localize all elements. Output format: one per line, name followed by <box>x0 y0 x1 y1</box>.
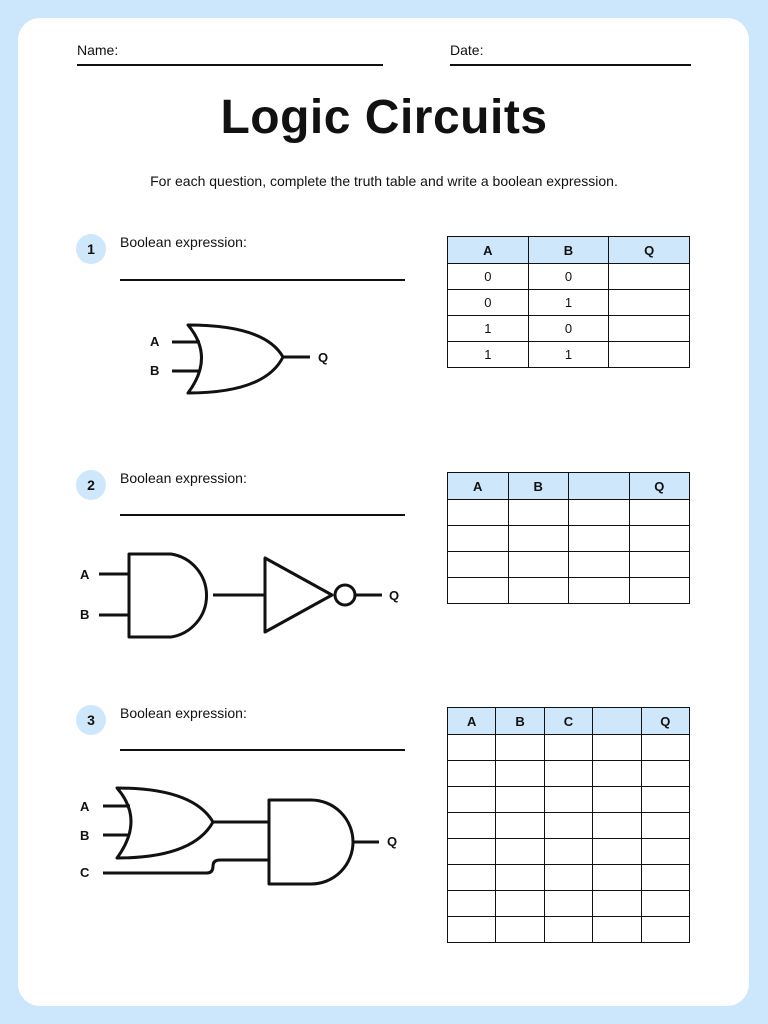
answer-cell[interactable] <box>508 500 569 526</box>
date-field[interactable] <box>450 64 691 66</box>
answer-cell[interactable] <box>448 813 496 839</box>
column-header: Q <box>609 237 690 264</box>
input-label-a: A <box>80 799 90 814</box>
answer-cell[interactable] <box>496 839 544 865</box>
answer-cell[interactable] <box>448 865 496 891</box>
table-row <box>448 839 690 865</box>
table-cell: 1 <box>528 290 609 316</box>
column-header: Q <box>629 473 690 500</box>
truth-table-3 <box>447 707 690 943</box>
answer-cell[interactable] <box>593 735 641 761</box>
name-label: Name: <box>77 42 119 58</box>
table-row <box>448 761 690 787</box>
column-header <box>593 708 641 735</box>
table-cell: 1 <box>528 342 609 368</box>
answer-cell[interactable] <box>544 813 592 839</box>
table-row <box>448 578 690 604</box>
answer-cell[interactable] <box>544 917 592 943</box>
input-label-b: B <box>150 363 160 378</box>
table-row <box>448 917 690 943</box>
answer-cell[interactable] <box>569 578 630 604</box>
table-row <box>448 316 690 342</box>
question-number-badge: 3 <box>76 705 106 735</box>
and-gate-icon <box>129 554 207 637</box>
column-header: A <box>448 708 496 735</box>
answer-cell[interactable] <box>641 865 689 891</box>
table-row <box>448 264 690 290</box>
answer-cell[interactable] <box>593 813 641 839</box>
answer-cell[interactable] <box>641 891 689 917</box>
or-and-circuit-diagram <box>75 780 415 890</box>
answer-cell[interactable] <box>544 787 592 813</box>
table-cell: 0 <box>448 264 529 290</box>
answer-cell[interactable] <box>609 316 690 342</box>
output-label-q: Q <box>389 588 400 603</box>
answer-cell[interactable] <box>593 917 641 943</box>
answer-cell[interactable] <box>641 787 689 813</box>
answer-cell[interactable] <box>508 578 569 604</box>
name-field[interactable] <box>77 64 383 66</box>
answer-cell[interactable] <box>544 891 592 917</box>
column-header: B <box>496 708 544 735</box>
answer-cell[interactable] <box>569 500 630 526</box>
answer-cell[interactable] <box>629 526 690 552</box>
answer-cell[interactable] <box>569 552 630 578</box>
expression-answer-field[interactable] <box>120 749 405 751</box>
input-label-a: A <box>80 567 90 582</box>
table-row <box>448 891 690 917</box>
answer-cell[interactable] <box>641 735 689 761</box>
answer-cell[interactable] <box>609 342 690 368</box>
table-header-row <box>448 473 690 500</box>
answer-cell[interactable] <box>593 891 641 917</box>
truth-table-1 <box>447 236 690 368</box>
input-label-c: C <box>80 865 90 880</box>
answer-cell[interactable] <box>508 552 569 578</box>
table-cell: 1 <box>448 316 529 342</box>
answer-cell[interactable] <box>641 917 689 943</box>
or-gate-icon <box>140 315 340 405</box>
table-row <box>448 342 690 368</box>
answer-cell[interactable] <box>544 865 592 891</box>
answer-cell[interactable] <box>569 526 630 552</box>
expression-label: Boolean expression: <box>120 705 247 721</box>
question-number-badge: 1 <box>76 234 106 264</box>
answer-cell[interactable] <box>593 761 641 787</box>
input-label-a: A <box>150 334 160 349</box>
question-number-badge: 2 <box>76 470 106 500</box>
table-row <box>448 787 690 813</box>
answer-cell[interactable] <box>496 917 544 943</box>
answer-cell[interactable] <box>448 500 509 526</box>
answer-cell[interactable] <box>448 761 496 787</box>
expression-answer-field[interactable] <box>120 279 405 281</box>
answer-cell[interactable] <box>609 290 690 316</box>
answer-cell[interactable] <box>593 865 641 891</box>
answer-cell[interactable] <box>544 735 592 761</box>
table-row <box>448 735 690 761</box>
answer-cell[interactable] <box>544 839 592 865</box>
column-header: B <box>528 237 609 264</box>
answer-cell[interactable] <box>593 787 641 813</box>
column-header: A <box>448 473 509 500</box>
answer-cell[interactable] <box>448 552 509 578</box>
table-cell: 0 <box>448 290 529 316</box>
column-header: Q <box>641 708 689 735</box>
not-gate-icon <box>265 558 332 632</box>
table-row <box>448 290 690 316</box>
instructions: For each question, complete the truth table and write a boolean expression. <box>150 173 618 189</box>
answer-cell[interactable] <box>448 917 496 943</box>
answer-cell[interactable] <box>593 839 641 865</box>
answer-cell[interactable] <box>629 578 690 604</box>
answer-cell[interactable] <box>496 787 544 813</box>
input-label-b: B <box>80 607 90 622</box>
column-header: B <box>508 473 569 500</box>
answer-cell[interactable] <box>496 735 544 761</box>
table-cell: 1 <box>448 342 529 368</box>
answer-cell[interactable] <box>544 761 592 787</box>
table-row <box>448 552 690 578</box>
table-cell: 0 <box>528 316 609 342</box>
and-gate-icon <box>269 800 353 884</box>
answer-cell[interactable] <box>496 865 544 891</box>
table-cell: 0 <box>528 264 609 290</box>
answer-cell[interactable] <box>448 839 496 865</box>
or-gate-icon <box>117 788 213 858</box>
answer-cell[interactable] <box>508 526 569 552</box>
answer-cell[interactable] <box>448 787 496 813</box>
expression-label: Boolean expression: <box>120 470 247 486</box>
answer-cell[interactable] <box>496 761 544 787</box>
nand-circuit-diagram <box>75 545 415 645</box>
truth-table-2 <box>447 472 690 604</box>
page-title: Logic Circuits <box>220 91 548 144</box>
answer-cell[interactable] <box>629 552 690 578</box>
table-header-row <box>448 708 690 735</box>
column-header: A <box>448 237 529 264</box>
answer-cell[interactable] <box>641 761 689 787</box>
answer-cell[interactable] <box>641 839 689 865</box>
answer-cell[interactable] <box>448 526 509 552</box>
column-header <box>569 473 630 500</box>
answer-cell[interactable] <box>641 813 689 839</box>
table-row <box>448 500 690 526</box>
column-header: C <box>544 708 592 735</box>
expression-answer-field[interactable] <box>120 514 405 516</box>
answer-cell[interactable] <box>448 578 509 604</box>
table-row <box>448 526 690 552</box>
answer-cell[interactable] <box>496 813 544 839</box>
output-label-q: Q <box>387 834 398 849</box>
answer-cell[interactable] <box>448 735 496 761</box>
output-label-q: Q <box>318 350 329 365</box>
answer-cell[interactable] <box>496 891 544 917</box>
answer-cell[interactable] <box>609 264 690 290</box>
date-label: Date: <box>450 42 484 58</box>
table-row <box>448 813 690 839</box>
table-header-row <box>448 237 690 264</box>
expression-label: Boolean expression: <box>120 234 247 250</box>
answer-cell[interactable] <box>448 891 496 917</box>
input-label-b: B <box>80 828 90 843</box>
answer-cell[interactable] <box>629 500 690 526</box>
table-row <box>448 865 690 891</box>
